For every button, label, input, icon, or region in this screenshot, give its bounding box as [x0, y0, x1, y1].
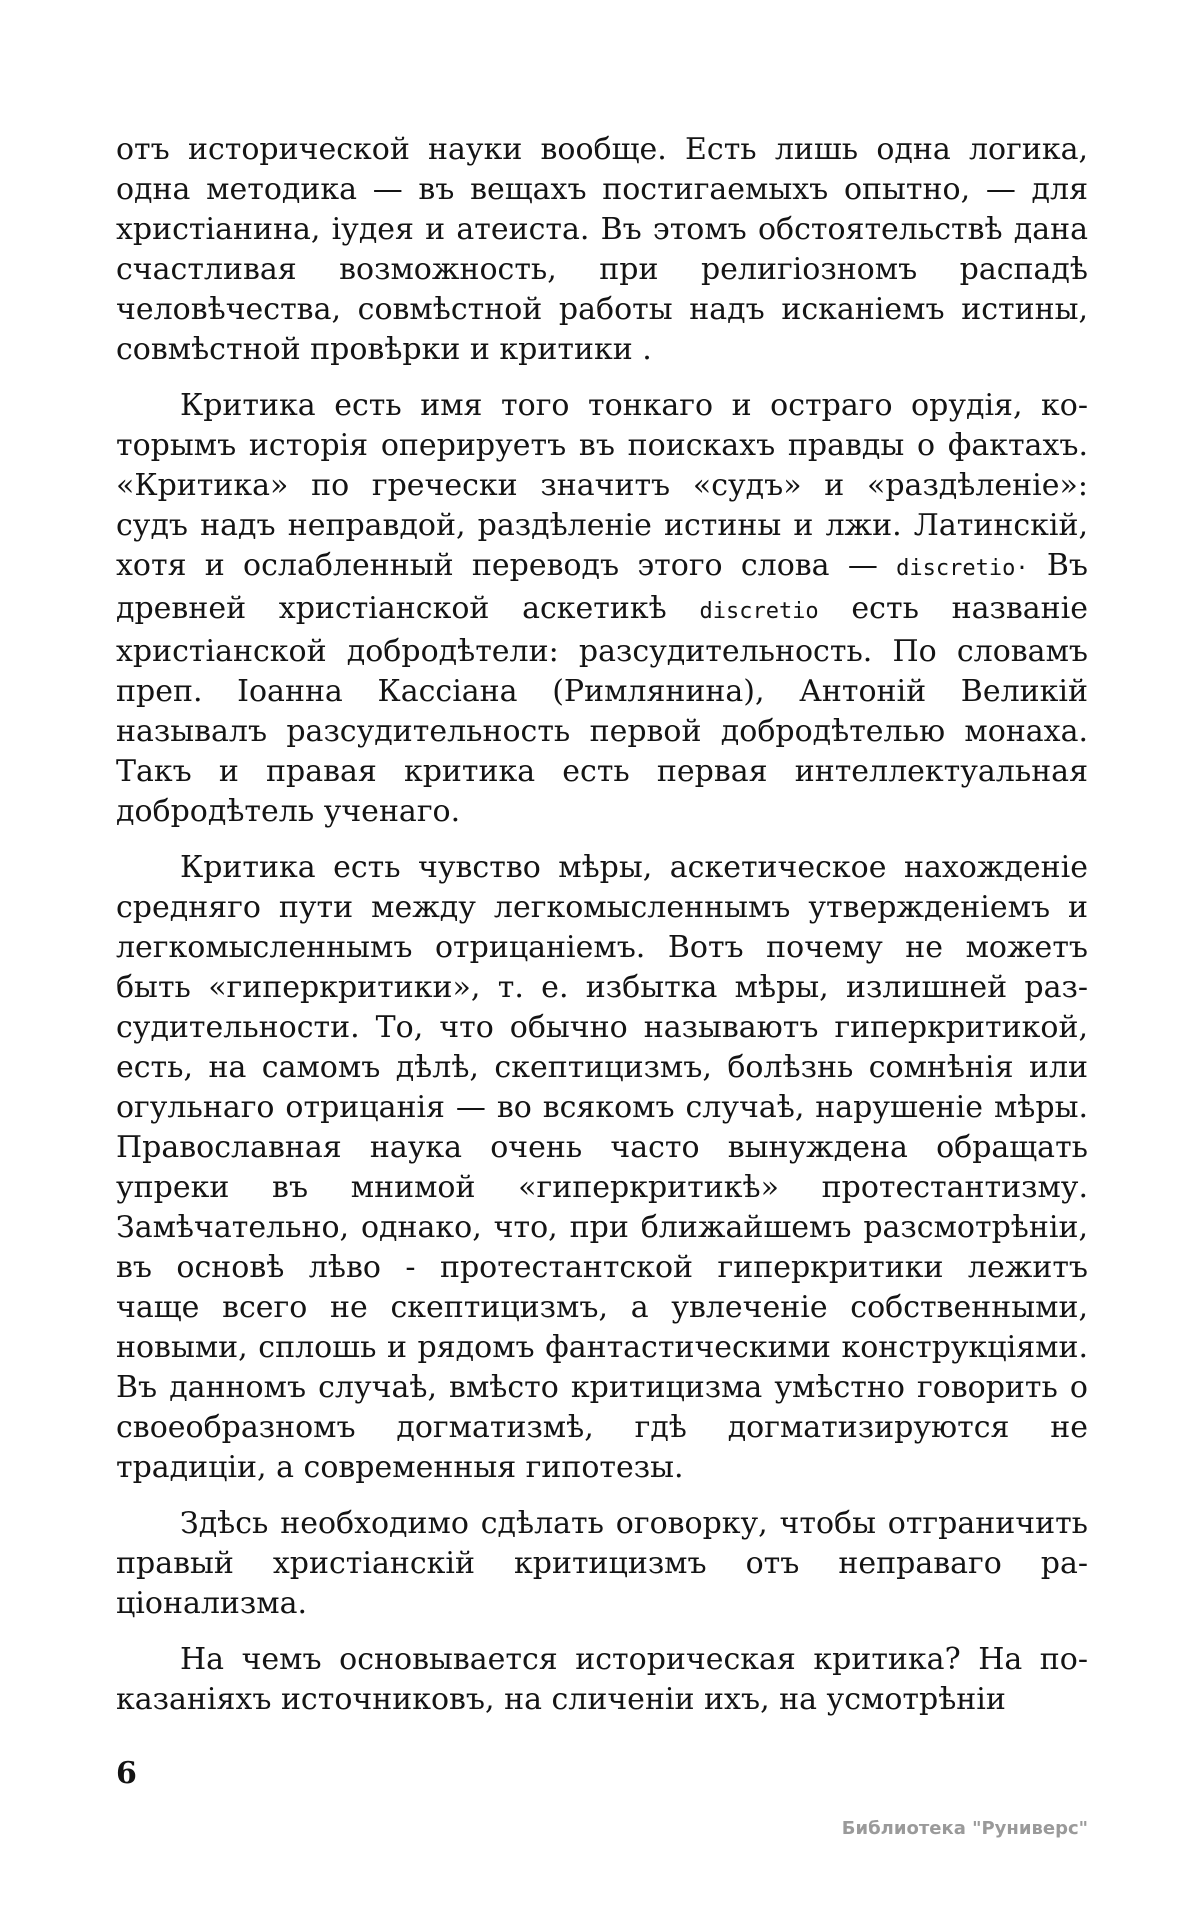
page-number: 6 [116, 1756, 137, 1791]
page-body [116, 130, 1088, 1720]
paragraph-2 [116, 386, 1088, 832]
paragraph-3 [116, 848, 1088, 1488]
latin-term-discretio-2: discretio [699, 599, 819, 624]
paragraph-5-text: На чемъ основывается историческая критика? На показаніяхъ источниковъ, на сличеніи ихъ, на усмотрѣніи [116, 1642, 1088, 1717]
paragraph-2-text-a: Критика есть имя того тонкаго и остраго орудія, которымъ исторія оперируетъ въ поискахъ правды о фактахъ. «Критика» по гречески значитъ «судъ» и «раздѣленіе»: судъ надъ неправдой, раздѣленіе истины и лжи. Латинскій, хотя и ослабленный переводъ этого слова — [116, 388, 1088, 583]
library-watermark: Библиотека "Руниверс" [841, 1818, 1088, 1839]
paragraph-4 [116, 1504, 1088, 1624]
paragraph-1 [116, 130, 1088, 370]
paragraph-2-text-c: есть названіе христіанской добродѣтели: разсудительность. По словамъ преп. Іоанна Кассіана (Римлянина), Антоній Великій называлъ разсудительность первой добродѣтелью монаха. Такъ и правая критика есть первая интеллектуальная добродѣтель ученаго. [116, 591, 1088, 829]
paragraph-1-text: отъ исторической науки вообще. Есть лишь одна логика, одна методика — въ вещахъ постигаемыхъ опытно, — для христіанина, іудея и атеиста. Въ этомъ обстоятельствѣ дана счастливая возможность, при религіозномъ распадѣ человѣчества, совмѣстной работы надъ исканіемъ истины, совмѣстной провѣрки и критики . [116, 132, 1088, 367]
paragraph-2-text-b: Въ древней христіанской аскетикѣ [116, 548, 1088, 626]
paragraph-3-text: Критика есть чувство мѣры, аскетическое нахожденіе средняго пути между легкомысленнымъ утвержденіемъ и легкомысленнымъ отрицаніемъ. Вотъ почему не можетъ быть «гиперкритики», т. е. избытка мѣры, излишней разсудительности. То, что обычно называютъ гиперкритикой, есть, на самомъ дѣлѣ, скептицизмъ, болѣзнь сомнѣнія или огульнаго отрицанія — во всякомъ случаѣ, нарушеніе мѣры. Православная наука очень часто вынуждена обращать упреки въ мнимой «гиперкритикѣ» протестантизму. Замѣчательно, однако, что, при ближайшемъ разсмотрѣніи, въ основѣ лѣво - протестантской гиперкритики лежитъ чаще всего не скептицизмъ, а увлеченіе собственными, новыми, сплошь и рядомъ фантастическими конструкціями. Въ данномъ случаѣ, вмѣсто критицизма умѣстно говорить о своеобразномъ догматизмѣ, гдѣ догматизируются не традиціи, а современныя гипотезы. [116, 850, 1088, 1485]
latin-term-discretio-1: discretio· [896, 556, 1029, 581]
paragraph-4-text: Здѣсь необходимо сдѣлать оговорку, чтобы отграничить правый христіанскій критицизмъ отъ неправаго раціонализма. [116, 1506, 1088, 1621]
paragraph-5 [116, 1640, 1088, 1720]
